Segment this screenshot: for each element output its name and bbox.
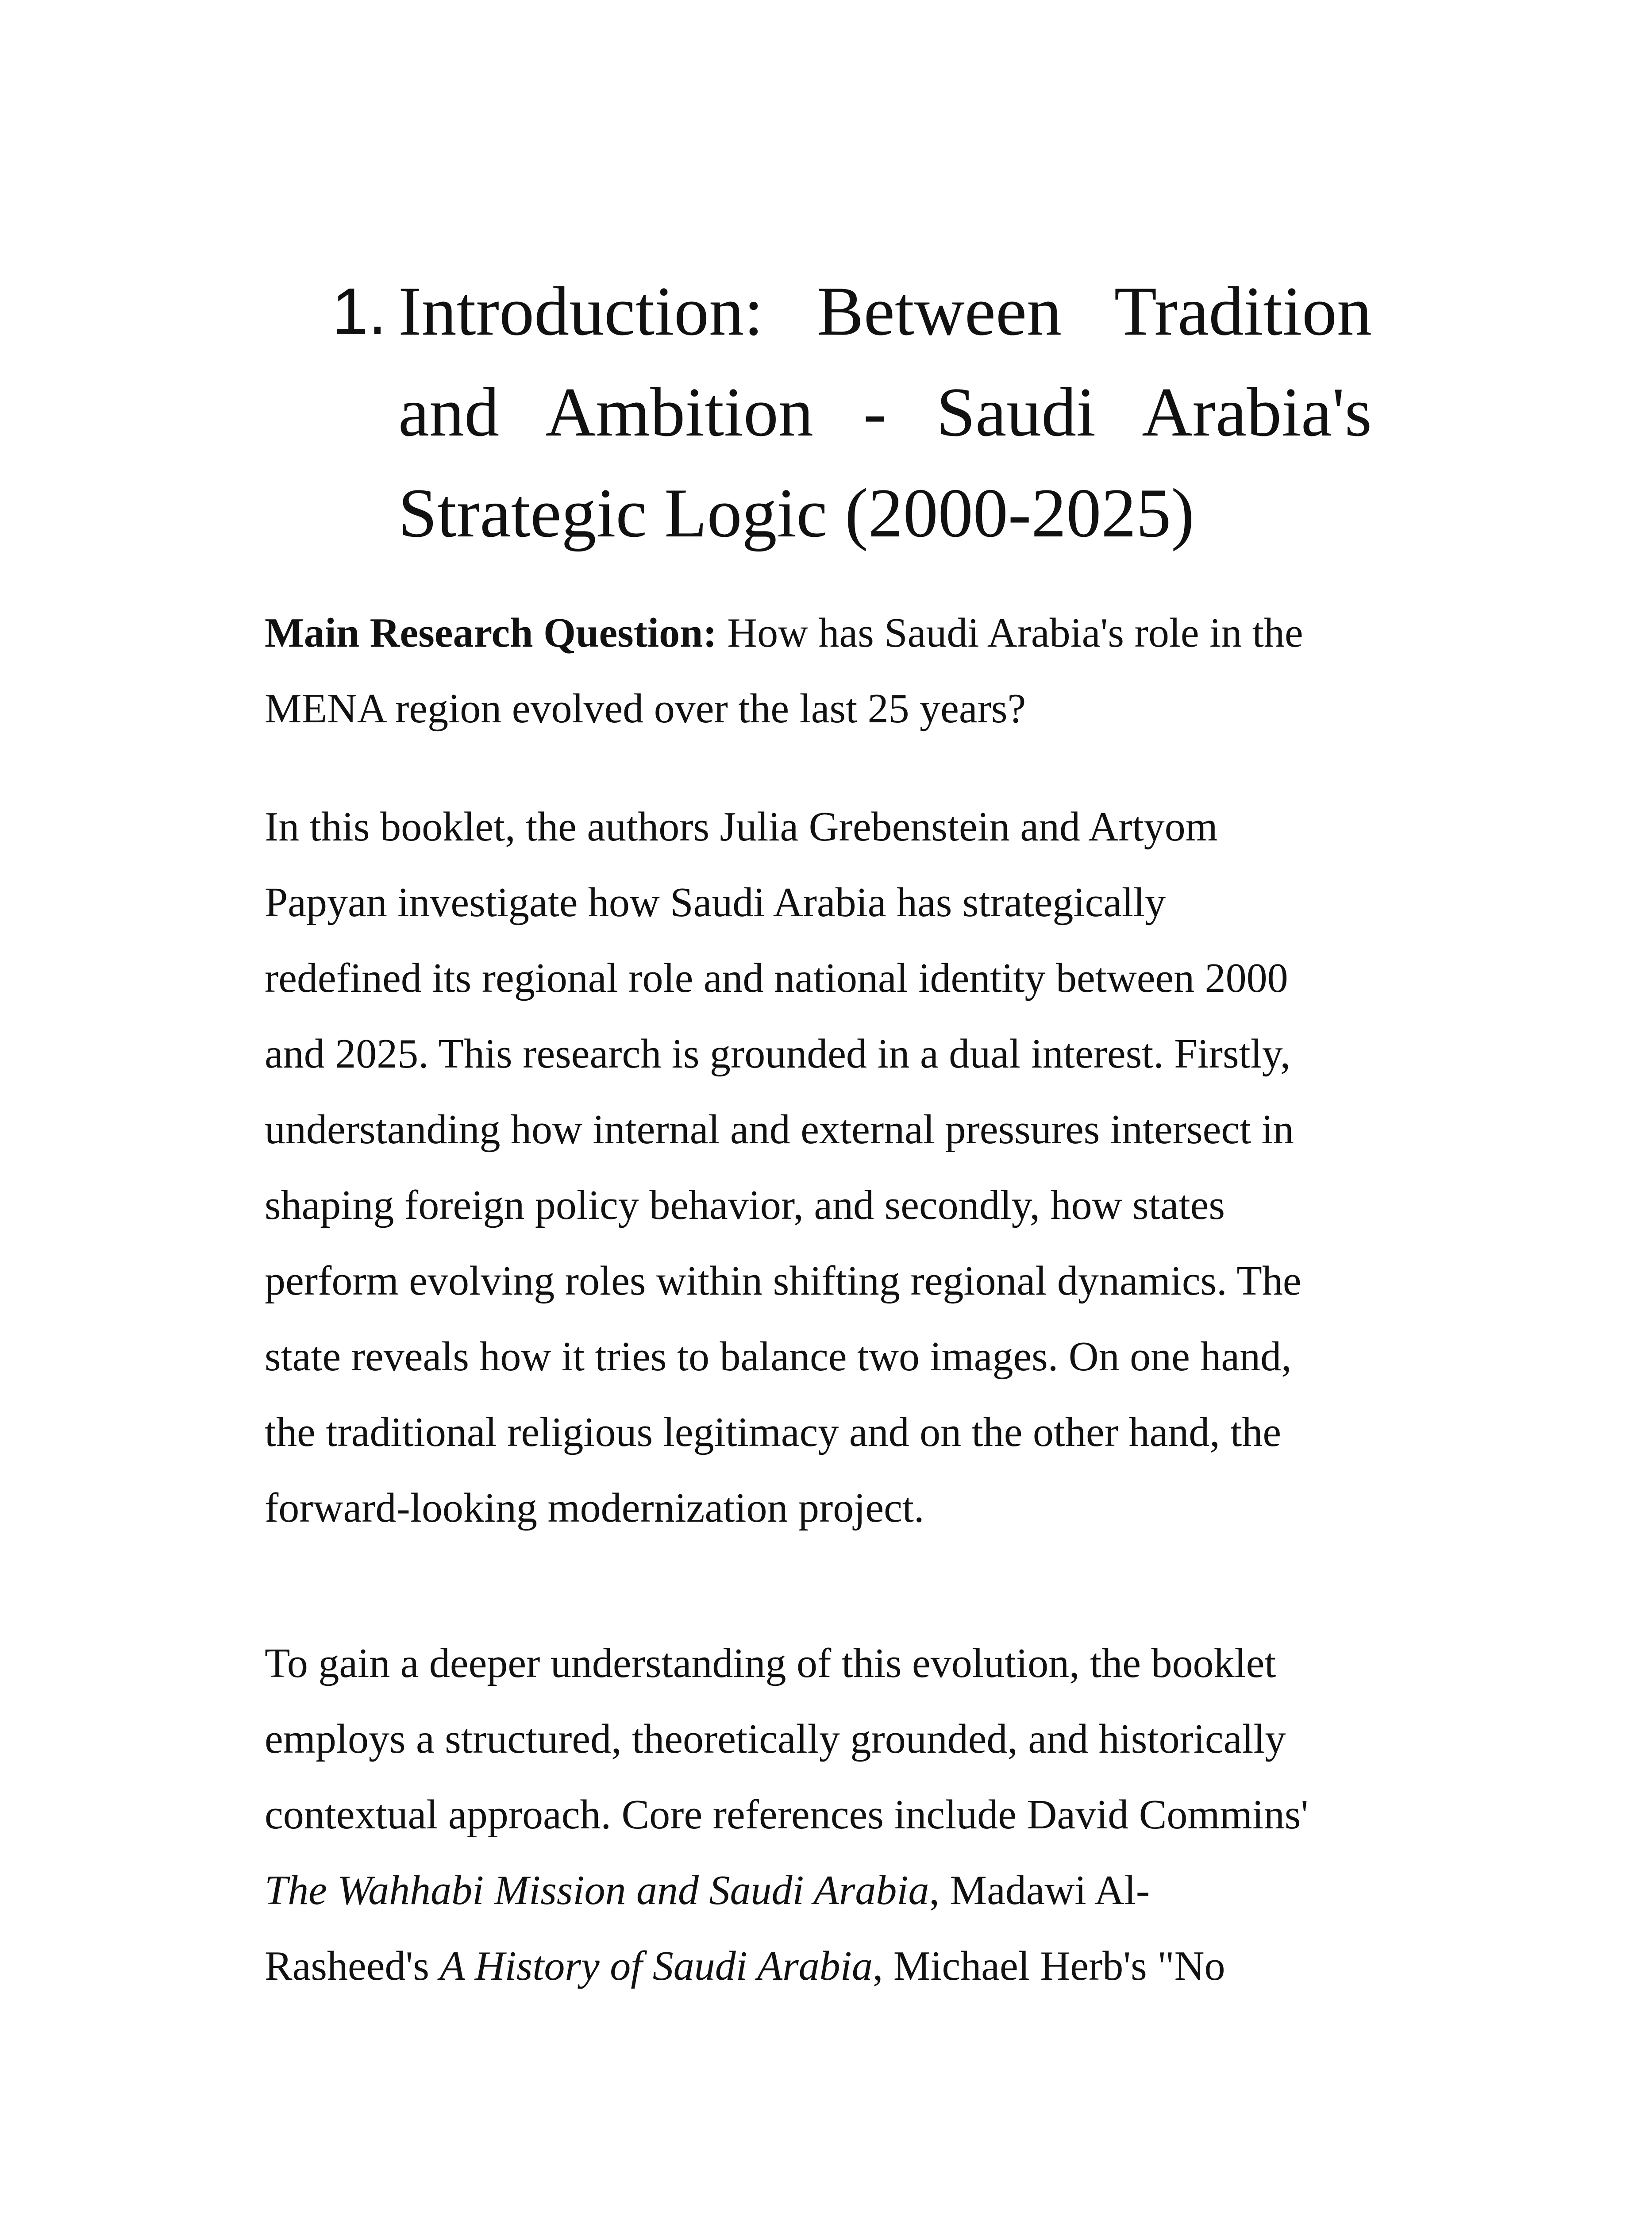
research-question-label: Main Research Question:	[265, 610, 717, 656]
section-title	[398, 261, 1372, 564]
paragraph-line: the traditional religious legitimacy and on the other hand, the	[265, 1409, 1282, 1455]
book-title-history-of-saudi-arabia: A History of Saudi Arabia	[439, 1943, 873, 1989]
section-number: 1.	[332, 275, 387, 348]
paragraph-line: In this booklet, the authors Julia Grebenstein and Artyom	[265, 804, 1218, 850]
paragraph-intro	[265, 789, 1384, 1546]
paragraph-line: understanding how internal and external pressures intersect in	[265, 1106, 1294, 1153]
research-question-line	[265, 595, 1384, 671]
paragraph-text: Rasheed's	[265, 1943, 440, 1989]
paragraph-line	[265, 1928, 1384, 2004]
paragraph-line: employs a structured, theoretically grounded, and historically	[265, 1716, 1286, 1762]
body-content	[265, 595, 1384, 2004]
research-question	[265, 595, 1384, 747]
paragraph-line	[265, 1853, 1384, 1928]
paragraph-line: shaping foreign policy behavior, and secondly, how states	[265, 1182, 1225, 1228]
paragraph-line: and 2025. This research is grounded in a dual interest. Firstly,	[265, 1031, 1291, 1077]
research-question-line: MENA region evolved over the last 25 years?	[265, 686, 1026, 732]
book-title-wahhabi-mission: The Wahhabi Mission and Saudi Arabia	[265, 1867, 929, 1913]
paragraph-line: perform evolving roles within shifting regional dynamics. The	[265, 1258, 1302, 1304]
paragraph-line: forward-looking modernization project.	[265, 1485, 924, 1531]
paragraph-line: Papyan investigate how Saudi Arabia has strategically	[265, 879, 1166, 925]
paragraph-text: , Michael Herb's "No	[872, 1943, 1225, 1989]
paragraph-line: contextual approach. Core references include David Commins'	[265, 1792, 1309, 1838]
section-heading	[332, 261, 1372, 564]
paragraph-line: To gain a deeper understanding of this evolution, the booklet	[265, 1640, 1276, 1686]
section-title-line: and Ambition - Saudi Arabia's	[398, 374, 1372, 451]
research-question-text: How has Saudi Arabia's role in the	[716, 610, 1303, 656]
section-title-line: Strategic Logic (2000-2025)	[398, 474, 1194, 552]
section-title-line: Introduction: Between Tradition	[398, 273, 1372, 350]
paragraph-line: redefined its regional role and national identity between 2000	[265, 955, 1288, 1001]
paragraph-approach	[265, 1626, 1384, 2004]
paragraph-line: state reveals how it tries to balance two images. On one hand,	[265, 1334, 1292, 1380]
paragraph-text: , Madawi Al-	[929, 1867, 1150, 1913]
